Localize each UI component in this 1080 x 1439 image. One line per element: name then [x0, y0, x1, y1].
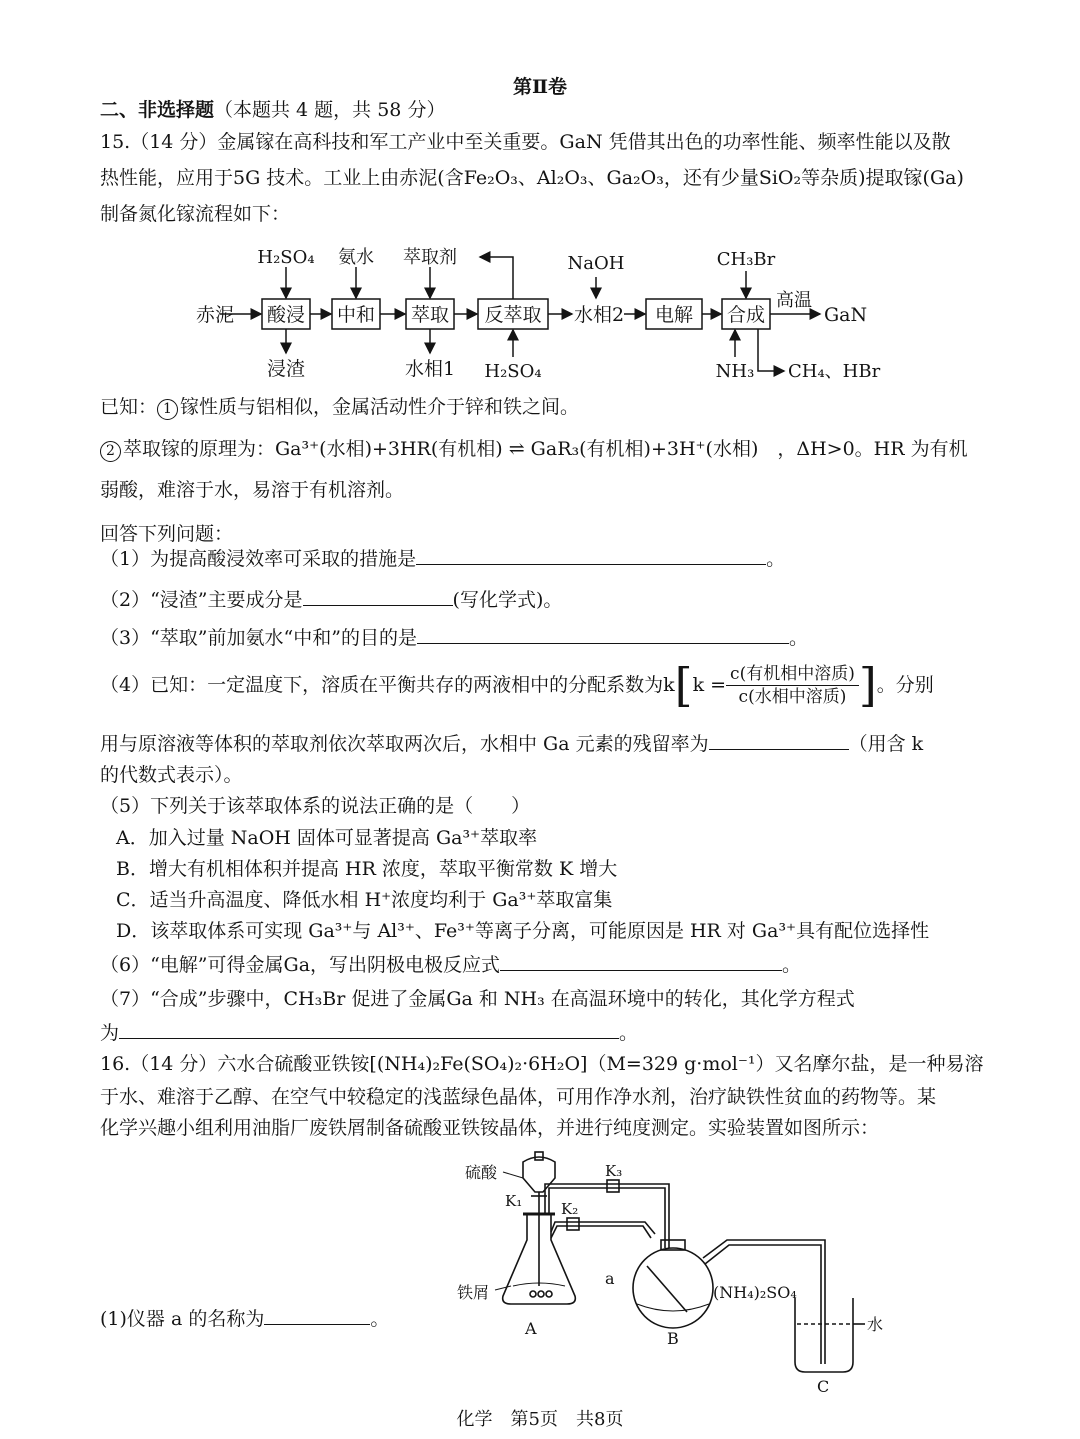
k-equals: k = [692, 674, 727, 696]
apparatus-diagram [455, 1148, 895, 1393]
page-footer: 化学 第5页 共8页 [456, 1409, 624, 1430]
beaker-c [795, 1298, 853, 1372]
answer-blank-3[interactable] [417, 623, 789, 644]
fraction-numerator: c(有机相中溶质) [726, 663, 859, 686]
known-2-equation: 萃取镓的原理为：Ga³⁺(水相)+3HR(有机相) ⇌ GaR₃(有机相)+3H⁺(水相) ，ΔH>0。HR 为有机 [123, 438, 968, 460]
bracket-left: [ [674, 658, 693, 712]
label-a: a [605, 1269, 615, 1288]
sub-question-4 [100, 658, 934, 712]
bracket-right: ] [858, 658, 877, 712]
sub-question-4-tail: 。分别 [876, 674, 934, 696]
input-naoh: NaOH [567, 253, 625, 274]
flow-start: 赤泥 [196, 304, 235, 326]
sub-question-3 [100, 623, 808, 652]
output-h2so4: H₂SO₄ [484, 361, 542, 382]
period: 。 [766, 548, 786, 570]
sub-question-5: （5）下列关于该萃取体系的说法正确的是（ ） [100, 795, 531, 817]
q16-intro-1: 16.（14 分）六水合硫酸亚铁铵[(NH₄)₂Fe(SO₄)₂·6H₂O]（M=329 g·mol⁻¹）又名摩尔盐，是一种易溶 [100, 1053, 984, 1075]
answer-blank-7[interactable] [119, 1018, 619, 1039]
sub-question-6 [100, 950, 801, 979]
sub-question-7-line-2 [100, 1018, 638, 1047]
dropping-funnel [523, 1157, 555, 1192]
sub-question-3-text: （3）“萃取”前加氨水“中和”的目的是 [100, 627, 417, 649]
known-1 [100, 393, 579, 421]
sub-question-4-text-3: （用含 k [848, 733, 924, 755]
known-2 [100, 435, 968, 463]
q16-intro-3: 化学兴趣小组利用油脂厂废铁屑制备硫酸亚铁铵晶体，并进行纯度测定。实验装置如图所示： [100, 1117, 880, 1139]
q15-intro-3: 制备氮化镓流程如下： [100, 203, 291, 225]
option-c[interactable]: C．适当升高温度、降低水相 H⁺浓度均利于 Ga³⁺萃取富集 [116, 889, 613, 911]
process-flowchart [180, 235, 900, 390]
product-gan: GaN [824, 304, 868, 326]
period: 。 [782, 954, 802, 976]
known-label: 已知： [100, 396, 158, 418]
q15-intro-1: 15.（14 分）金属镓在高科技和军工产业中至关重要。GaN 凭借其出色的功率性能、频率性能以及散 [100, 131, 951, 153]
sub-question-4-text: （4）已知：一定温度下，溶质在平衡共存的两液相中的分配系数为k [100, 674, 675, 696]
sub-question-4-line-2 [100, 729, 923, 758]
sub-question-2 [100, 585, 562, 614]
fraction-denominator: c(水相中溶质) [738, 686, 847, 707]
period: 。 [619, 1022, 639, 1044]
circle-number-2: 2 [100, 441, 121, 462]
part-heading [100, 96, 445, 124]
period: 。 [370, 1308, 390, 1330]
step-electrolysis: 电解 [654, 304, 694, 326]
part-heading-note: （本题共 4 题，共 58 分） [214, 99, 446, 121]
answer-blank-q16-1[interactable] [264, 1304, 370, 1325]
label-k1: K₁ [505, 1192, 523, 1210]
option-b[interactable]: B．增大有机相体积并提高 HR 浓度，萃取平衡常数 K 增大 [116, 858, 618, 880]
label-sulfuric-acid: 硫酸 [465, 1163, 498, 1182]
label-ammonium-sulfate: (NH₄)₂SO₄ [713, 1283, 797, 1302]
valve-k3 [607, 1180, 619, 1192]
input-extractant: 萃取剂 [403, 247, 457, 268]
circle-number-1: 1 [157, 399, 178, 420]
q16-sub-question-1-text: (1)仪器 a 的名称为 [100, 1308, 265, 1330]
sub-question-4-text-2: 用与原溶液等体积的萃取剂依次萃取两次后，水相中 Ga 元素的残留率为 [100, 733, 709, 755]
output-residue: 浸渣 [266, 358, 306, 380]
valve-k2 [567, 1218, 579, 1230]
input-ammonia: 氨水 [338, 247, 374, 268]
answer-blank-4[interactable] [709, 729, 849, 750]
q16-intro-2: 于水、难溶于乙醇、在空气中较稳定的浅蓝绿色晶体，可用作净水剂，治疗缺铁性贫血的药物等。某 [100, 1086, 937, 1108]
q15-intro-2: 热性能，应用于5G 技术。工业上由赤泥(含Fe₂O₃、Al₂O₃、Ga₂O₃，还有少量SiO₂等杂质)提取镓(Ga) [100, 167, 964, 189]
label-k3: K₃ [605, 1162, 623, 1180]
flask-b [633, 1248, 713, 1328]
output-ch4-hbr: CH₄、HBr [788, 361, 881, 382]
answer-blank-6[interactable] [500, 950, 782, 971]
sub-question-7: （7）“合成”步骤中，CH₃Br 促进了金属Ga 和 NH₃ 在高温环境中的转化，其化学方程式 [100, 988, 855, 1010]
q16-sub-question-1 [100, 1304, 389, 1333]
output-aqueous-1: 水相1 [404, 358, 456, 380]
answer-prompt: 回答下列问题： [100, 523, 234, 545]
condition-high-temp: 高温 [776, 290, 812, 311]
partition-fraction [726, 663, 859, 708]
step-synthesis: 合成 [726, 304, 766, 326]
sub-question-6-text: （6）“电解”可得金属Ga，写出阴极电极反应式 [100, 954, 501, 976]
sub-question-4-line-3: 的代数式表示）。 [100, 764, 243, 786]
step-back-extract: 反萃取 [484, 304, 542, 326]
step-neutralize: 中和 [336, 304, 376, 326]
label-iron-scrap: 铁屑 [457, 1283, 490, 1302]
answer-blank-2[interactable] [303, 585, 453, 606]
sub-question-1 [100, 544, 785, 573]
step-extract: 萃取 [410, 304, 450, 326]
sub-question-2-text: （2）“浸渣”主要成分是 [100, 589, 303, 611]
label-apparatus-a: A [525, 1319, 537, 1338]
input-h2so4: H₂SO₄ [257, 247, 315, 268]
answer-blank-1[interactable] [416, 544, 766, 565]
section-title: 第Ⅱ卷 [512, 76, 567, 98]
known-1-text: 镓性质与铝相似，金属活动性介于锌和铁之间。 [180, 396, 580, 418]
input-nh3: NH₃ [715, 361, 755, 382]
label-apparatus-c: C [817, 1377, 830, 1393]
option-d[interactable]: D．该萃取体系可实现 Ga³⁺与 Al³⁺、Fe³⁺等离子分离，可能原因是 HR 对 Ga³⁺具有配位选择性 [116, 920, 930, 942]
label-apparatus-b: B [667, 1329, 679, 1348]
step-acid-leach: 酸浸 [266, 304, 306, 326]
input-ch3br: CH₃Br [716, 249, 776, 270]
output-aqueous-2: 水相2 [574, 304, 625, 326]
known-2-tail: 弱酸，难溶于水，易溶于有机溶剂。 [100, 479, 405, 501]
sub-question-2-note: (写化学式)。 [452, 589, 563, 611]
period: 。 [788, 627, 808, 649]
label-k2: K₂ [561, 1200, 579, 1218]
sub-question-1-text: （1）为提高酸浸效率可采取的措施是 [100, 548, 417, 570]
option-a[interactable]: A．加入过量 NaOH 固体可显著提高 Ga³⁺萃取率 [116, 827, 538, 849]
sub-question-7-text: 为 [100, 1022, 120, 1044]
part-heading-label: 二、非选择题 [100, 99, 215, 121]
label-water: 水 [867, 1315, 884, 1334]
